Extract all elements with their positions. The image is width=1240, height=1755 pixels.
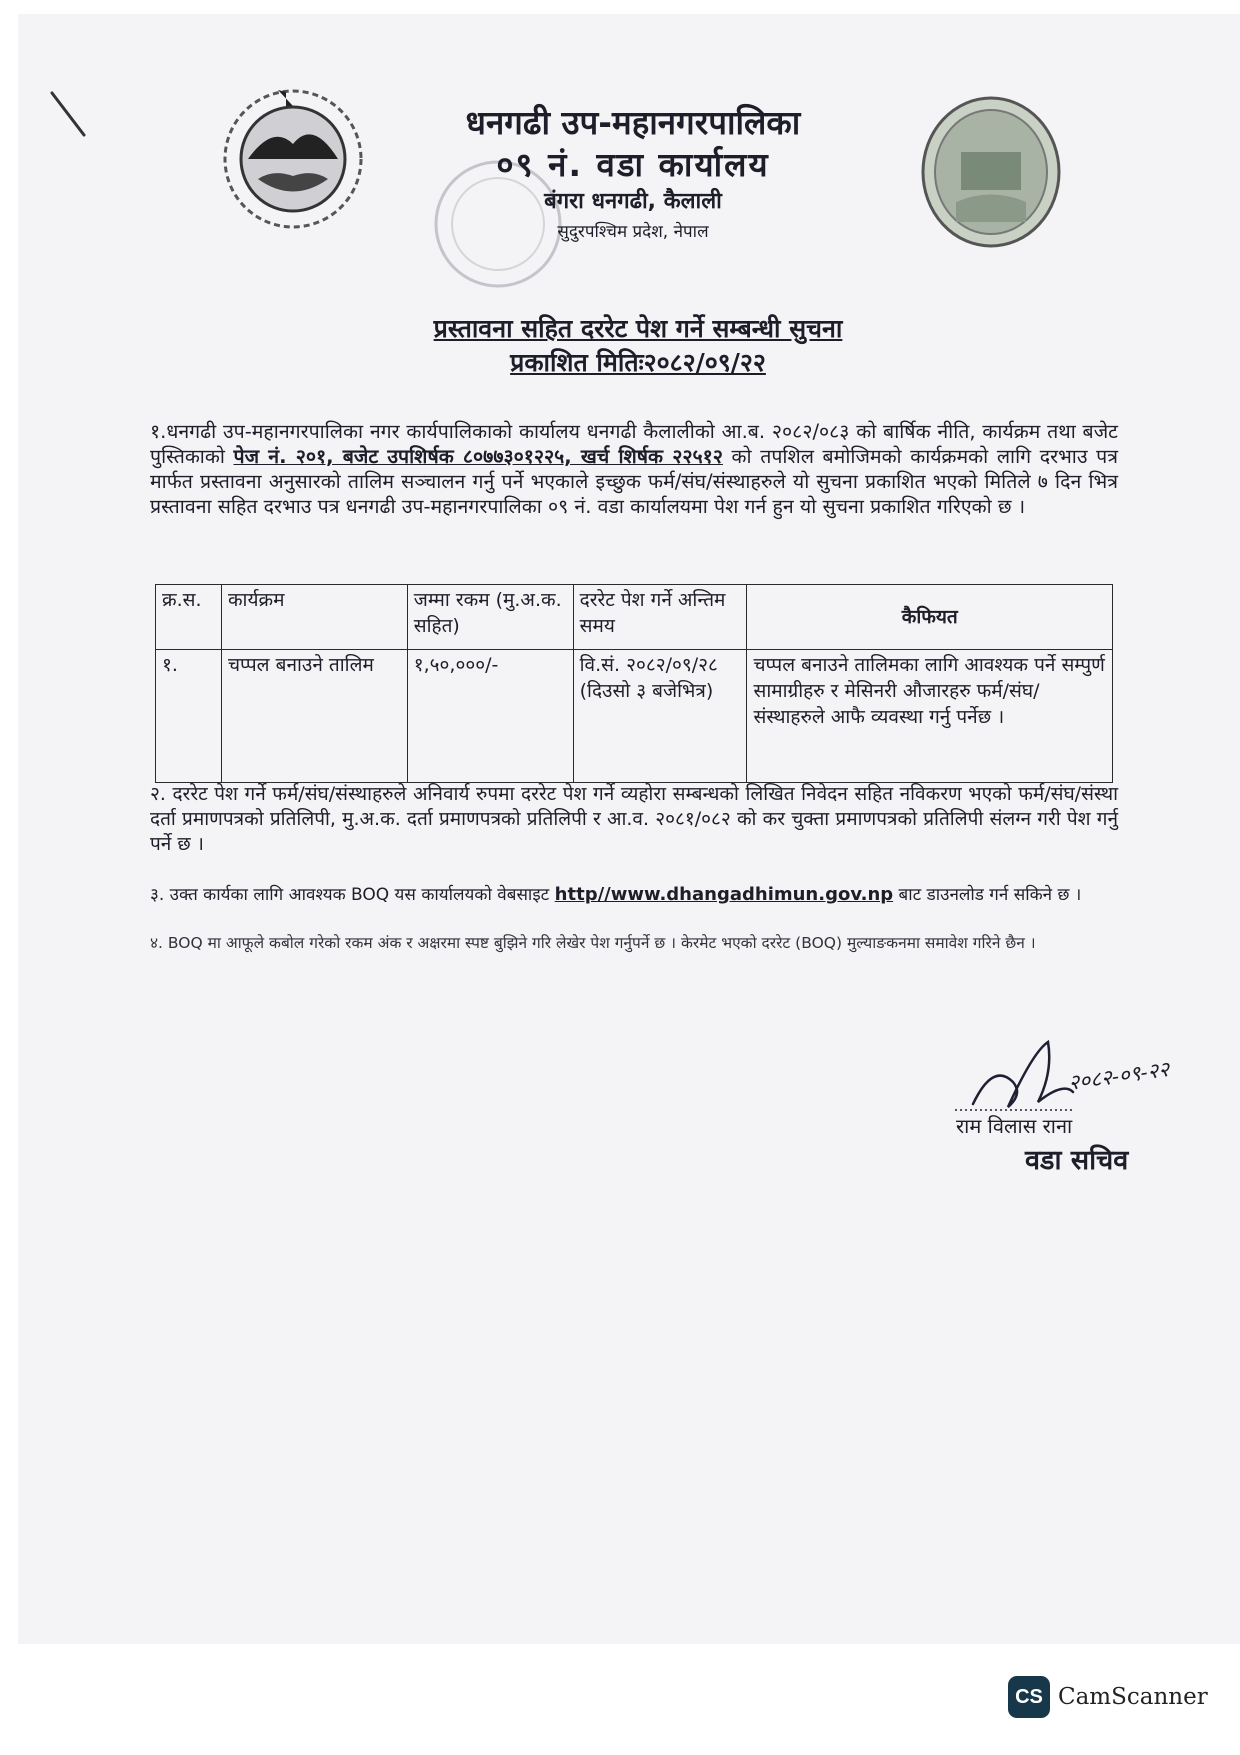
- published-date: प्रकाशित मितिः२०८२/०९/२२: [510, 348, 766, 377]
- office-address: बंगरा धनगढी, कैलाली: [544, 189, 722, 214]
- paragraph-3-after: बाट डाउनलोड गर्न सकिने छ ।: [893, 885, 1082, 905]
- province-country: सुदुरपश्चिम प्रदेश, नेपाल: [557, 222, 709, 242]
- signature-date: २०८२-०९-२२: [1066, 1057, 1171, 1095]
- signature-block: [953, 1032, 1213, 1182]
- paragraph-2: २. दररेट पेश गर्ने फर्म/संघ/संस्थाहरुले अनिवार्य रुपमा दररेट पेश गर्ने व्यहोरा सम्बन्धको लिखित निवेदन सहित नविकरण भएको फर्म/संघ/संस्था दर्ता प्रमाणपत्रको प्रतिलिपी, मु.अ.क. दर्ता प्रमाणपत्रको प्रतिलिपी र आ.व. २०८१/०८२ को कर चुक्ता प्रमाणपत्रको प्रतिलिपी संलग्न गरी पेश गर्नु पर्ने छ ।: [150, 783, 1118, 855]
- municipality-name: धनगढी उप-महानगरपालिका: [465, 103, 801, 142]
- cell-deadline: वि.सं. २०८२/०९/२८ (दिउसो ३ बजेभित्र): [573, 650, 747, 783]
- paragraph-1-rest: को तपशिल बमोजिमको कार्यक्रमको लागि दरभाउ पत्र मार्फत प्रस्तावना अनुसारको तालिम सञ्चालन गर्नु पर्ने भएकाले इच्छुक फर्म/संघ/संस्थाहरुले यो सुचना प्रकाशित भएको मितिले ७ दिन भित्र प्रस्तावना सहित दरभाउ पत्र धनगढी उप-महानगरपालिका ०९ नं. वडा कार्यालयमा पेश गर्न हुन यो सुचना प्रकाशित गरिएको छ ।: [150, 445, 1118, 518]
- table-header-row: [156, 585, 1113, 650]
- camscanner-badge: [1008, 1676, 1208, 1718]
- paragraph-3: [150, 882, 1118, 908]
- header-remarks: कैफियत: [747, 585, 1113, 650]
- header-deadline: दररेट पेश गर्ने अन्तिम समय: [573, 585, 747, 650]
- document-page: [18, 14, 1240, 1644]
- signatory-title: वडा सचिव: [1025, 1145, 1129, 1176]
- website-link[interactable]: http//www.dhangadhimun.gov.np: [554, 884, 894, 905]
- nepal-government-emblem-icon: [218, 84, 368, 234]
- budget-reference: पेज नं. २०१, बजेट उपशिर्षक ८०७७३०१२२५, खर्च शिर्षक २२५१२: [233, 445, 723, 468]
- notice-title: प्रस्तावना सहित दररेट पेश गर्ने सम्बन्धी सुचना: [433, 314, 843, 343]
- rate-table: [155, 584, 1113, 783]
- header-total-amount: जम्मा रकम (मु.अ.क. सहित): [407, 585, 573, 650]
- signatory-name: राम विलास राना: [956, 1114, 1073, 1138]
- camscanner-logo-icon: CS: [1008, 1676, 1050, 1718]
- table-row: [156, 650, 1113, 783]
- header-serial-number: क्र.स.: [156, 585, 222, 650]
- notice-heading: [318, 312, 958, 380]
- cell-remarks: चप्पल बनाउने तालिमका लागि आवश्यक पर्ने सम्पुर्ण सामाग्रीहरु र मेसिनरी औजारहरु फर्म/संघ/संस्थाहरुले आफै व्यवस्था गर्नु पर्नेछ ।: [747, 650, 1113, 783]
- camscanner-label: CamScanner: [1058, 1684, 1208, 1710]
- cell-total-amount: १,५०,०००/-: [407, 650, 573, 783]
- paragraph-1: [150, 419, 1118, 519]
- cell-serial-number: १.: [156, 650, 222, 783]
- paragraph-3-before: ३. उक्त कार्यका लागि आवश्यक BOQ यस कार्यालयको वेबसाइट: [150, 885, 555, 905]
- header-program: कार्यक्रम: [221, 585, 407, 650]
- paragraph-1-lead: १.धनगढी उप-महानगरपालिका नगर कार्यपालिकाको कार्यालय धनगढी कैलालीको आ.ब. २०८२/०८३ को बार्षिक नीति, कार्यक्रम तथा बजेट पुस्तिकाको: [150, 420, 1118, 468]
- ward-office-name: ०९ नं. वडा कार्यालय: [496, 145, 770, 184]
- paragraph-4: ४. BOQ मा आफूले कबोल गरेको रकम अंक र अक्षरमा स्पष्ट बुझिने गरि लेखेर पेश गर्नुपर्ने छ । केरमेट भएको दररेट (BOQ) मुल्याङकनमा समावेश गरिने छैन ।: [150, 934, 1036, 952]
- ward-office-seal-icon: [916, 92, 1066, 252]
- cell-program: चप्पल बनाउने तालिम: [221, 650, 407, 783]
- pen-stroke-mark: [48, 89, 88, 139]
- letterhead: [398, 102, 868, 246]
